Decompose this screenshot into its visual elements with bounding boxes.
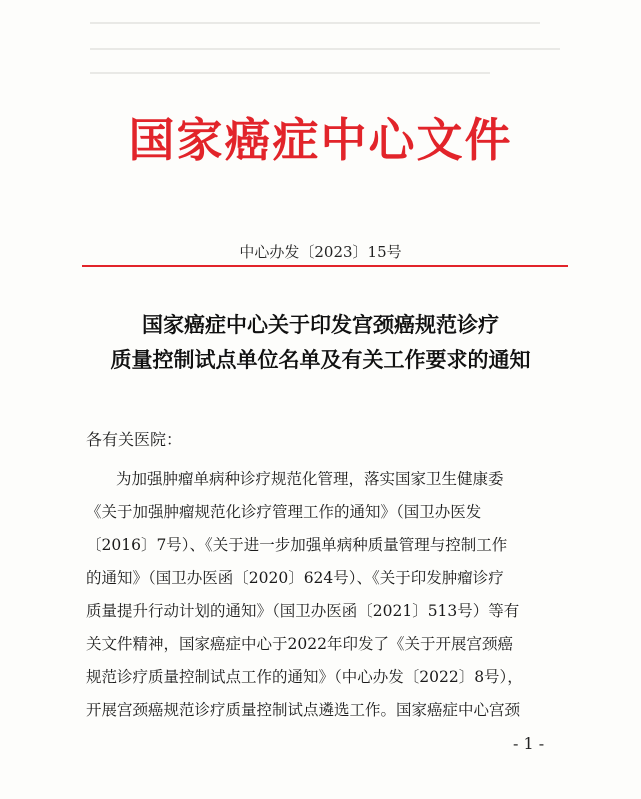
body-line: 规范诊疗质量控制试点工作的通知》（中心办发〔2022〕8号），	[86, 668, 523, 686]
body-line: 为加强肿瘤单病种诊疗规范化管理，落实国家卫生健康委	[116, 470, 504, 488]
document-title-line-2: 质量控制试点单位名单及有关工作要求的通知	[110, 347, 531, 372]
issuer-title: 国家癌症中心文件	[128, 113, 513, 167]
body-line: 开展宫颈癌规范诊疗质量控制试点遴选工作。国家癌症中心宫颈	[86, 701, 521, 719]
body-line: 〔2016〕7号）、《关于进一步加强单病种质量管理与控制工作	[86, 536, 508, 554]
red-divider	[82, 265, 568, 267]
body-line: 的通知》（国卫办医函〔2020〕624号）、《关于印发肿瘤诊疗	[86, 569, 504, 587]
bleed-through-mark	[90, 72, 490, 74]
salutation: 各有关医院：	[86, 430, 183, 449]
body-line: 关文件精神，国家癌症中心于2022年印发了《关于开展宫颈癌	[86, 635, 513, 653]
page-number: - 1 -	[513, 734, 545, 753]
document-number: 中心办发〔2023〕15号	[239, 243, 402, 261]
body-line: 《关于加强肿瘤规范化诊疗管理工作的通知》（国卫办医发	[86, 503, 482, 521]
document-title-line-1: 国家癌症中心关于印发宫颈癌规范诊疗	[142, 312, 499, 337]
bleed-through-mark	[90, 48, 560, 50]
body-line: 质量提升行动计划的通知》（国卫办医函〔2021〕513号）等有	[86, 602, 520, 620]
bleed-through-mark	[90, 22, 540, 24]
